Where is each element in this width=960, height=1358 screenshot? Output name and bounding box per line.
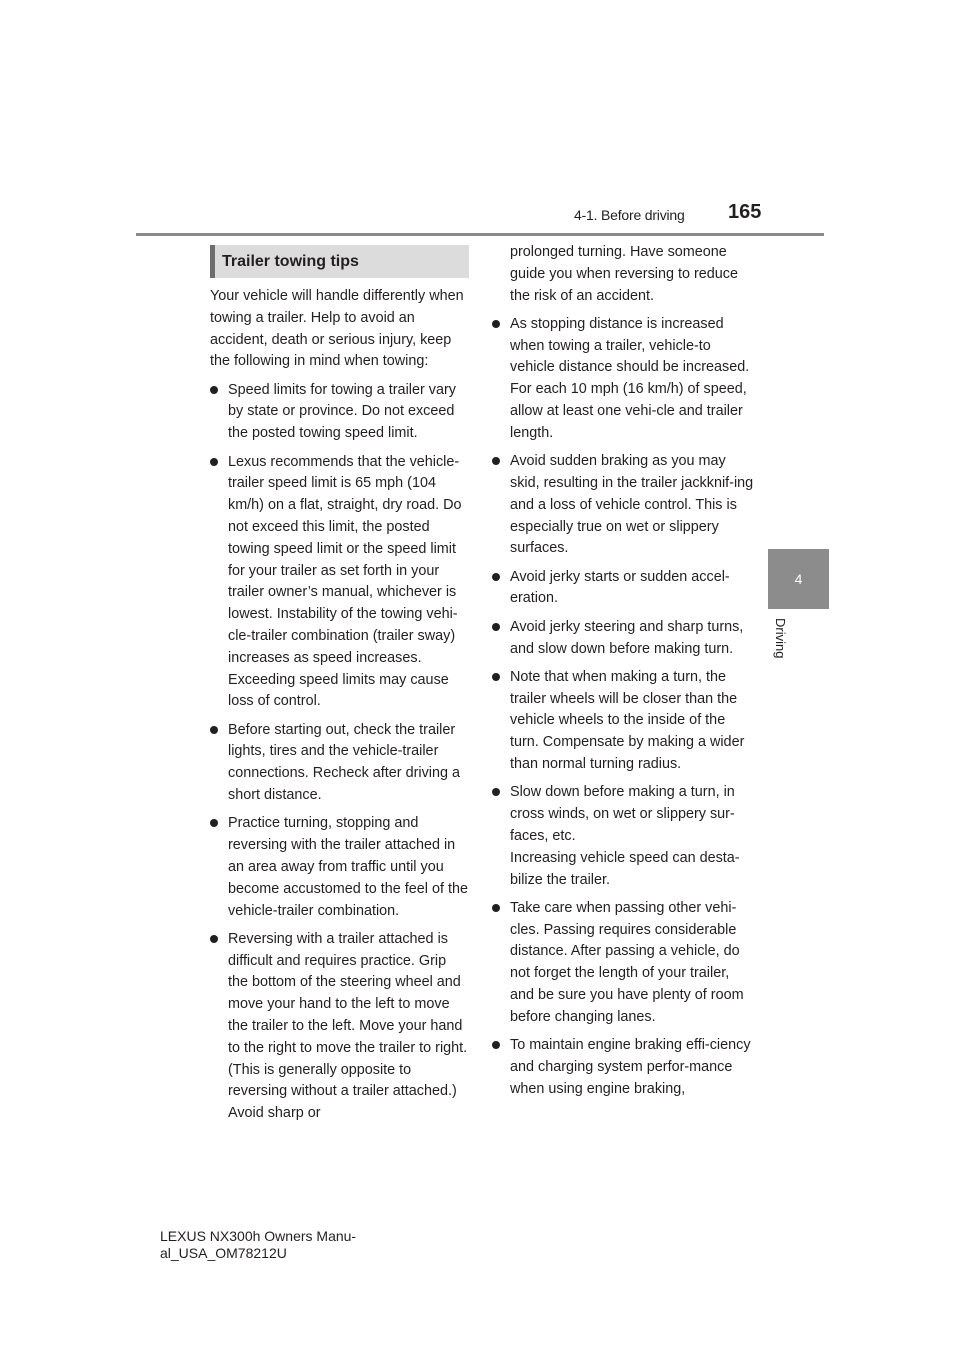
bullet-icon — [492, 788, 500, 796]
list-item — [492, 567, 754, 611]
footer-manual-id: LEXUS NX300h Owners Manu-al_USA_OM78212U — [160, 1228, 357, 1261]
list-item-text: Lexus recommends that the vehicle-trailer speed limit is 65 mph (104 km/h) on a flat, straight, dry road. Do not exceed this limit, the posted towing speed limit or the speed limit for your trailer as set forth in your trailer owner’s manual, whichever is lowest. Instability of the towing vehi-cle-trailer combination (trailer sway) increases as speed increases. Exceeding speed limits may cause loss of control. — [228, 453, 462, 710]
list-item — [492, 451, 754, 560]
list-item-text: Avoid sudden braking as you may skid, resulting in the trailer jackknif-ing and a loss of vehicle control. This is especially true on wet or slippery surfaces. — [510, 453, 754, 557]
section-heading — [210, 245, 469, 278]
list-item-text: As stopping distance is increased when towing a trailer, vehicle-to vehicle distance should be increased. For each 10 mph (16 km/h) of speed, allow at least one vehi-cle and trailer length. — [510, 315, 750, 441]
list-item — [210, 720, 470, 807]
chapter-label: Driving — [773, 618, 788, 659]
header-section-title: 4-1. Before driving — [574, 207, 685, 223]
list-item-text: Avoid jerky steering and sharp turns, and slow down before making turn. — [510, 618, 744, 657]
list-item-text: Slow down before making a turn, in cross winds, on wet or slippery sur-faces, etc. Increasing vehicle speed can desta-bilize the trailer. — [510, 784, 740, 888]
list-item — [210, 452, 470, 714]
section-heading-text: Trailer towing tips — [222, 252, 359, 270]
continued-text: prolonged turning. Have someone guide you when reversing to reduce the risk of an accident. — [510, 244, 738, 304]
bullet-icon — [210, 935, 218, 943]
bullet-icon — [492, 320, 500, 328]
bullet-icon — [492, 904, 500, 912]
list-item-text: To maintain engine braking effi-ciency and charging system perfor-mance when using engine braking, — [510, 1037, 751, 1097]
list-item — [492, 314, 754, 445]
list-item — [210, 380, 470, 445]
bullet-icon — [210, 386, 218, 394]
list-item — [492, 898, 754, 1029]
list-item-text: Speed limits for towing a trailer vary by state or province. Do not exceed the posted towing speed limit. — [228, 381, 456, 442]
intro-paragraph: Your vehicle will handle differently when towing a trailer. Help to avoid an accident, death or serious injury, keep the following in mind when towing: — [210, 288, 464, 370]
bullet-icon — [210, 726, 218, 734]
bullet-icon — [492, 623, 500, 631]
list-item — [210, 813, 470, 922]
chapter-number: 4 — [794, 571, 803, 587]
list-item-text: Before starting out, check the trailer lights, tires and the vehicle-trailer connections. Recheck after driving a short distance. — [228, 721, 460, 804]
bullet-icon — [492, 573, 500, 581]
list-item — [492, 667, 754, 776]
bullet-icon — [492, 1041, 500, 1049]
list-item-text: Avoid jerky starts or sudden accel-eration. — [510, 568, 730, 607]
list-item — [492, 1035, 754, 1100]
bullet-icon — [492, 457, 500, 465]
list-item — [492, 782, 754, 891]
right-column — [492, 242, 754, 1107]
header-rule — [136, 233, 824, 236]
chapter-tab — [768, 549, 829, 609]
heading-accent-bar — [210, 245, 215, 278]
bullet-icon — [210, 458, 218, 466]
list-item — [492, 617, 754, 661]
left-column — [210, 286, 470, 1131]
list-item-text: Take care when passing other vehi-cles. Passing requires considerable distance. After passing a vehicle, do not forget the length of your trailer, and be sure you have plenty of room before changing lanes. — [510, 899, 744, 1025]
list-item-text: Note that when making a turn, the trailer wheels will be closer than the vehicle wheels to the inside of the turn. Compensate by making a wider than normal turning radius. — [510, 668, 745, 773]
list-item — [210, 929, 470, 1125]
bullet-icon — [210, 819, 218, 827]
list-item-text: Reversing with a trailer attached is difficult and requires practice. Grip the bottom of the steering wheel and move your hand to the left to move the trailer to the left. Move your hand to the right to move the trailer to right. (This is generally opposite to reversing without a trailer attached.) Avoid sharp or — [228, 930, 468, 1122]
page-number: 165 — [728, 201, 762, 223]
bullet-icon — [492, 673, 500, 681]
list-item-text: Practice turning, stopping and reversing with the trailer attached in an area away from traffic until you become accustomed to the feel of the vehicle-trailer combination. — [228, 815, 468, 919]
